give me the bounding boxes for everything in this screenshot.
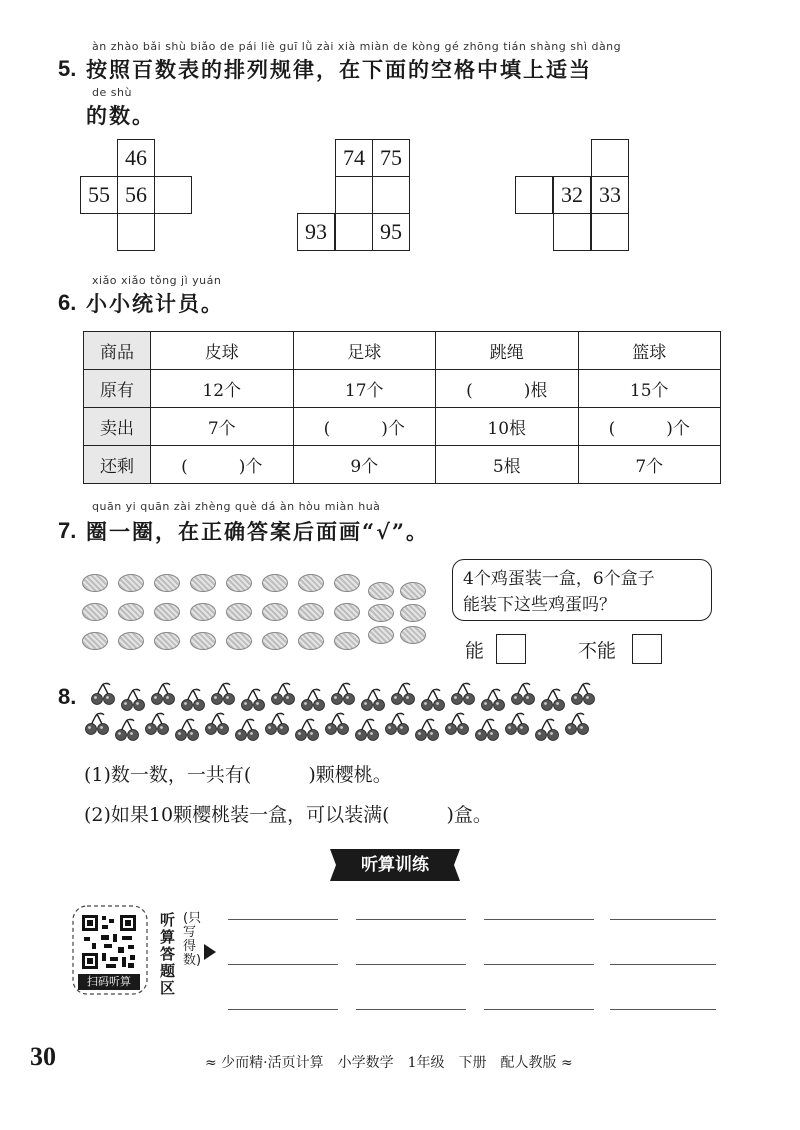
q7-text: 圈一圈，在正确答案后面画“√”。 xyxy=(86,519,429,544)
cherry-icon xyxy=(354,718,380,742)
table-header-cell: 跳绳 xyxy=(436,332,579,370)
egg-icon xyxy=(118,632,144,650)
grid-cell: 55 xyxy=(80,176,118,214)
grid-cell-empty[interactable] xyxy=(117,213,155,251)
table-header-cell: 足球 xyxy=(293,332,436,370)
cherry-icon xyxy=(300,688,326,712)
grid-cell-empty[interactable] xyxy=(515,176,553,214)
cherry-icon xyxy=(450,682,476,706)
egg-icon xyxy=(118,603,144,621)
table-row xyxy=(84,446,721,484)
table-cell-blank[interactable]: ( )根 xyxy=(436,370,579,408)
q8-sub-question-2: (2)如果10颗樱桃装一盒，可以装满( )盒。 xyxy=(84,804,492,826)
answer-area-note: (只写得数) xyxy=(183,911,202,968)
speech-line: 能装下这些鸡蛋吗？ xyxy=(463,595,616,615)
table-cell: 10根 xyxy=(436,408,579,446)
table-row xyxy=(84,370,721,408)
egg-icon xyxy=(334,574,360,592)
egg-icon xyxy=(154,632,180,650)
q7-pinyin: quān yi quān zài zhèng què dá àn hòu miàn huà xyxy=(92,500,381,513)
egg-icon xyxy=(368,604,394,622)
arrow-right-icon xyxy=(204,944,216,960)
table-cell: 12个 xyxy=(151,370,294,408)
egg-icon xyxy=(190,603,216,621)
grid-cell: 33 xyxy=(591,176,629,214)
cherry-icon xyxy=(204,712,230,736)
table-cell: 还剩 xyxy=(84,446,151,484)
qr-caption: 扫码听算 xyxy=(78,974,140,990)
egg-icon xyxy=(154,603,180,621)
cherry-icon xyxy=(114,718,140,742)
grid-cell-empty[interactable] xyxy=(335,176,373,214)
egg-icon xyxy=(82,574,108,592)
banner-title: 听算训练 xyxy=(361,855,429,875)
page-number: 30 xyxy=(30,1042,56,1071)
answer-area-label: 听算答题区 xyxy=(160,911,176,997)
cherry-icon xyxy=(444,712,470,736)
egg-icon xyxy=(262,574,288,592)
grid-cell-empty[interactable] xyxy=(154,176,192,214)
cherry-icon xyxy=(504,712,530,736)
cherry-icon xyxy=(180,688,206,712)
egg-icon xyxy=(298,603,324,621)
option-no-checkbox[interactable] xyxy=(632,634,662,664)
cherry-icon xyxy=(330,682,356,706)
egg-icon xyxy=(298,574,324,592)
statistics-table xyxy=(83,331,721,484)
grid-cell: 74 xyxy=(335,139,373,177)
cherry-icon xyxy=(570,682,596,706)
q7-number: 7. xyxy=(58,518,77,543)
table-header-cell: 皮球 xyxy=(151,332,294,370)
q6-number: 6. xyxy=(58,290,77,315)
q5-pinyin: àn zhào bǎi shù biǎo de pái liè guī lǜ zài xià miàn de kòng gé zhōng tián shàng shì dàng xyxy=(92,40,622,53)
cherry-icon xyxy=(540,688,566,712)
egg-icon xyxy=(226,632,252,650)
table-cell: 17个 xyxy=(293,370,436,408)
egg-icon xyxy=(368,626,394,644)
egg-icon xyxy=(298,632,324,650)
egg-icon xyxy=(118,574,144,592)
table-cell-blank[interactable]: ( )个 xyxy=(578,408,721,446)
table-cell-blank[interactable]: ( )个 xyxy=(293,408,436,446)
egg-icon xyxy=(154,574,180,592)
cherry-icon xyxy=(480,688,506,712)
egg-icon xyxy=(226,603,252,621)
answer-line[interactable] xyxy=(610,1009,716,1010)
egg-icon xyxy=(368,582,394,600)
grid-cell: 56 xyxy=(117,176,155,214)
cherry-icon xyxy=(84,712,110,736)
table-cell: 卖出 xyxy=(84,408,151,446)
cherry-icon xyxy=(150,682,176,706)
grid-cell: 75 xyxy=(372,139,410,177)
answer-line[interactable] xyxy=(228,919,338,920)
answer-line[interactable] xyxy=(484,919,594,920)
cherry-icon xyxy=(144,712,170,736)
answer-line[interactable] xyxy=(228,1009,338,1010)
egg-icon xyxy=(190,632,216,650)
option-yes-label: 能 xyxy=(465,640,485,662)
speech-bubble xyxy=(452,559,712,621)
grid-cell-empty[interactable] xyxy=(591,139,629,177)
grid-cell: 95 xyxy=(372,213,410,251)
cherry-icon xyxy=(174,718,200,742)
answer-line[interactable] xyxy=(484,964,594,965)
table-cell: 9个 xyxy=(293,446,436,484)
table-header-cell: 篮球 xyxy=(578,332,721,370)
cherry-icon xyxy=(270,682,296,706)
q5-text: 按照百数表的排列规律，在下面的空格中填上适当 xyxy=(86,57,592,82)
cherry-icon xyxy=(510,682,536,706)
egg-icon xyxy=(334,632,360,650)
egg-icon xyxy=(82,603,108,621)
grid-cell-empty[interactable] xyxy=(591,213,629,251)
cherry-icon xyxy=(234,718,260,742)
cherry-icon xyxy=(414,718,440,742)
cherry-icon xyxy=(360,688,386,712)
grid-cell-empty[interactable] xyxy=(335,213,373,251)
cherry-icon xyxy=(384,712,410,736)
cherry-icon xyxy=(474,718,500,742)
table-header-cell: 商品 xyxy=(84,332,151,370)
egg-icon xyxy=(262,632,288,650)
table-cell: 原有 xyxy=(84,370,151,408)
q8-number: 8. xyxy=(58,684,77,709)
cherry-icon xyxy=(420,688,446,712)
q6-pinyin: xiǎo xiǎo tǒng jì yuán xyxy=(92,274,222,287)
cherry-icon xyxy=(210,682,236,706)
egg-icon xyxy=(334,603,360,621)
table-cell-blank[interactable]: ( )个 xyxy=(151,446,294,484)
cherry-icon xyxy=(294,718,320,742)
cherry-icon xyxy=(534,718,560,742)
grid-cell: 46 xyxy=(117,139,155,177)
cherry-icon xyxy=(120,688,146,712)
cherry-icon xyxy=(90,682,116,706)
cherry-icon xyxy=(390,682,416,706)
egg-icon xyxy=(190,574,216,592)
table-header-row xyxy=(84,332,721,370)
egg-icon xyxy=(82,632,108,650)
egg-icon xyxy=(262,603,288,621)
option-no-label: 不能 xyxy=(578,640,617,662)
egg-icon xyxy=(400,604,426,622)
table-cell: 7个 xyxy=(578,446,721,484)
grid-cell-empty[interactable] xyxy=(553,213,591,251)
answer-line[interactable] xyxy=(610,919,716,920)
table-cell: 5根 xyxy=(436,446,579,484)
egg-icon xyxy=(400,582,426,600)
answer-line[interactable] xyxy=(356,919,466,920)
q6-text: 小小统计员。 xyxy=(86,291,224,316)
answer-line[interactable] xyxy=(484,1009,594,1010)
table-row xyxy=(84,408,721,446)
q5-number: 5. xyxy=(58,56,77,81)
cherry-icon xyxy=(324,712,350,736)
q8-sub-question-1: (1)数一数，一共有( )颗樱桃。 xyxy=(84,764,392,786)
listening-banner xyxy=(330,849,460,881)
egg-icon xyxy=(400,626,426,644)
option-yes-checkbox[interactable] xyxy=(496,634,526,664)
cherry-icon xyxy=(564,712,590,736)
answer-line[interactable] xyxy=(356,964,466,965)
answer-line[interactable] xyxy=(356,1009,466,1010)
cherry-icon xyxy=(264,712,290,736)
table-cell: 7个 xyxy=(151,408,294,446)
grid-cell: 93 xyxy=(297,213,335,251)
table-cell: 15个 xyxy=(578,370,721,408)
cherry-icon xyxy=(240,688,266,712)
q5-text-2: 的数。 xyxy=(86,103,155,128)
answer-line[interactable] xyxy=(610,964,716,965)
speech-line: 4个鸡蛋装一盒，6个盒子 xyxy=(463,569,655,589)
footer-series: ≈ 少而精·活页计算 小学数学 1年级 下册 配人教版 ≈ xyxy=(205,1055,573,1071)
q5-pinyin-2: de shù xyxy=(92,86,132,99)
grid-cell: 32 xyxy=(553,176,591,214)
egg-icon xyxy=(226,574,252,592)
answer-line[interactable] xyxy=(228,964,338,965)
grid-cell-empty[interactable] xyxy=(372,176,410,214)
